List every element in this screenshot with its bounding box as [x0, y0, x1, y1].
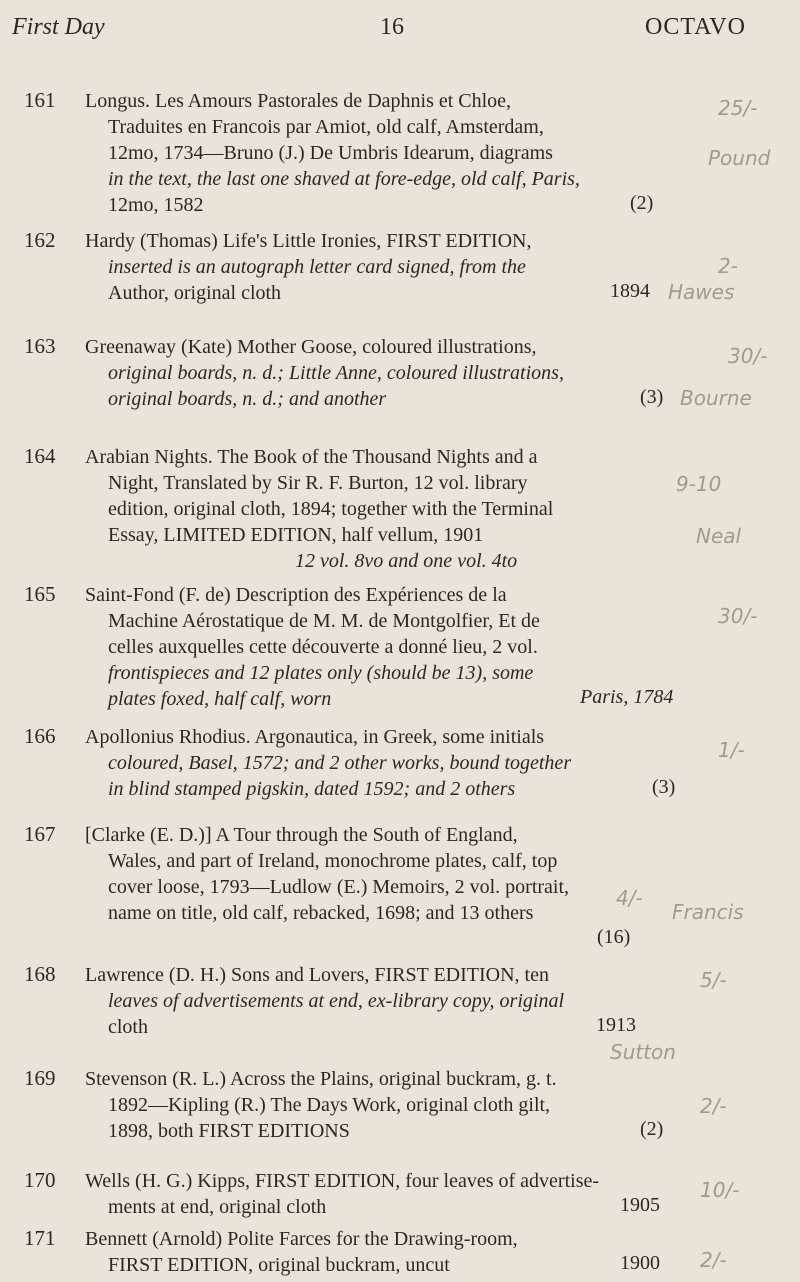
entry-line: cover loose, 1793—Ludlow (E.) Memoirs, 2 vol. portrait,: [108, 876, 570, 898]
lot-number: 170: [24, 1168, 56, 1192]
entry-line: Saint-Fond (F. de) Description des Expériences de la: [85, 584, 507, 606]
pencil-buyer: Neal: [696, 524, 742, 548]
header-right: OCTAVO: [645, 14, 746, 40]
pencil-price: 5/-: [700, 968, 727, 992]
entry-line: [Clarke (E. D.)] A Tour through the South of England,: [85, 824, 518, 846]
lot-number: 165: [24, 582, 56, 606]
entry-line: 12mo, 1582: [108, 194, 204, 216]
item-date: Paris, 1784: [580, 686, 674, 708]
item-count: (3): [640, 386, 664, 408]
pencil-price: 4/-: [616, 886, 643, 910]
entry-line: edition, original cloth, 1894; together with the Terminal: [108, 498, 554, 520]
entry-line: Arabian Nights. The Book of the Thousand Nights and a: [85, 446, 538, 468]
entry-line: in the text, the last one shaved at fore-edge, old calf, Paris,: [108, 168, 580, 190]
entry-line: ments at end, original cloth: [108, 1196, 327, 1218]
pencil-price: 30/-: [718, 604, 758, 628]
entry-line: Essay, LIMITED EDITION, half vellum, 1901: [108, 524, 484, 546]
lot-number: 168: [24, 962, 56, 986]
item-count: 1900: [620, 1252, 660, 1274]
page-header: [12, 14, 790, 50]
lot-number: 169: [24, 1066, 56, 1090]
entry-line: Stevenson (R. L.) Across the Plains, original buckram, g. t.: [85, 1068, 557, 1090]
entry-line: Longus. Les Amours Pastorales de Daphnis et Chloe,: [85, 90, 512, 112]
pencil-buyer: Bourne: [680, 386, 752, 410]
entry-line: leaves of advertisements at end, ex-library copy, original: [108, 990, 565, 1012]
entry-line: Night, Translated by Sir R. F. Burton, 12 vol. library: [108, 472, 528, 494]
pencil-price: 2/-: [700, 1248, 727, 1272]
entry-line: Greenaway (Kate) Mother Goose, coloured illustrations,: [85, 336, 537, 358]
entry-line: 12 vol. 8vo and one vol. 4to: [295, 550, 518, 572]
entry-line: original boards, n. d.; Little Anne, coloured illustrations,: [108, 362, 564, 384]
item-count: 1894: [610, 280, 650, 302]
entry-line: Apollonius Rhodius. Argonautica, in Greek, some initials: [85, 726, 545, 748]
item-count: 1913: [596, 1014, 636, 1036]
item-count: (2): [640, 1118, 664, 1140]
lot-number: 161: [24, 88, 56, 112]
entry-line: Machine Aérostatique de M. M. de Montgolfier, Et de: [108, 610, 540, 632]
entry-line: FIRST EDITION, original buckram, uncut: [108, 1254, 450, 1276]
pencil-price: 25/-: [718, 96, 758, 120]
entry-line: Author, original cloth: [108, 282, 282, 304]
item-count: 1905: [620, 1194, 660, 1216]
item-count: (2): [630, 192, 654, 214]
entry-line: Lawrence (D. H.) Sons and Lovers, FIRST EDITION, ten: [85, 964, 549, 986]
pencil-price: 9-10: [676, 472, 722, 496]
pencil-buyer: Hawes: [668, 280, 735, 304]
pencil-price: 2/-: [700, 1094, 727, 1118]
lot-number: 163: [24, 334, 56, 358]
entry-line: Wales, and part of Ireland, monochrome plates, calf, top: [108, 850, 558, 872]
pencil-buyer: Francis: [672, 900, 744, 924]
pencil-price: 1/-: [718, 738, 745, 762]
entry-line: 1892—Kipling (R.) The Days Work, original cloth gilt,: [108, 1094, 551, 1116]
entry-line: frontispieces and 12 plates only (should be 13), some: [108, 662, 534, 684]
lot-number: 167: [24, 822, 56, 846]
entry-line: cloth: [108, 1016, 148, 1038]
page-number: 16: [380, 14, 404, 40]
item-count: (16): [597, 926, 631, 948]
entry-line: name on title, old calf, rebacked, 1698; and 13 others: [108, 902, 534, 924]
pencil-buyer: Pound: [708, 146, 771, 170]
entry-line: Bennett (Arnold) Polite Farces for the Drawing-room,: [85, 1228, 518, 1250]
pencil-price: 30/-: [728, 344, 768, 368]
entry-line: Traduites en Francois par Amiot, old calf, Amsterdam,: [108, 116, 544, 138]
pencil-price: 2-: [718, 254, 738, 278]
header-left: First Day: [12, 14, 105, 40]
item-count: (3): [652, 776, 676, 798]
entry-line: plates foxed, half calf, worn: [108, 688, 332, 710]
entry-line: 12mo, 1734—Bruno (J.) De Umbris Idearum, diagrams: [108, 142, 553, 164]
entry-line: original boards, n. d.; and another: [108, 388, 387, 410]
entry-line: 1898, both FIRST EDITIONS: [108, 1120, 350, 1142]
lot-number: 166: [24, 724, 56, 748]
pencil-buyer: Sutton: [610, 1040, 676, 1064]
lot-number: 162: [24, 228, 56, 252]
entry-line: Hardy (Thomas) Life's Little Ironies, FIRST EDITION,: [85, 230, 532, 252]
pencil-price: 10/-: [700, 1178, 740, 1202]
lot-number: 164: [24, 444, 56, 468]
entry-line: celles auxquelles cette découverte a donné lieu, 2 vol.: [108, 636, 538, 658]
entry-line: Wells (H. G.) Kipps, FIRST EDITION, four leaves of advertise-: [85, 1170, 600, 1192]
entry-line: in blind stamped pigskin, dated 1592; and 2 others: [108, 778, 516, 800]
entry-line: inserted is an autograph letter card signed, from the: [108, 256, 526, 278]
entry-line: coloured, Basel, 1572; and 2 other works, bound together: [108, 752, 572, 774]
lot-number: 171: [24, 1226, 56, 1250]
